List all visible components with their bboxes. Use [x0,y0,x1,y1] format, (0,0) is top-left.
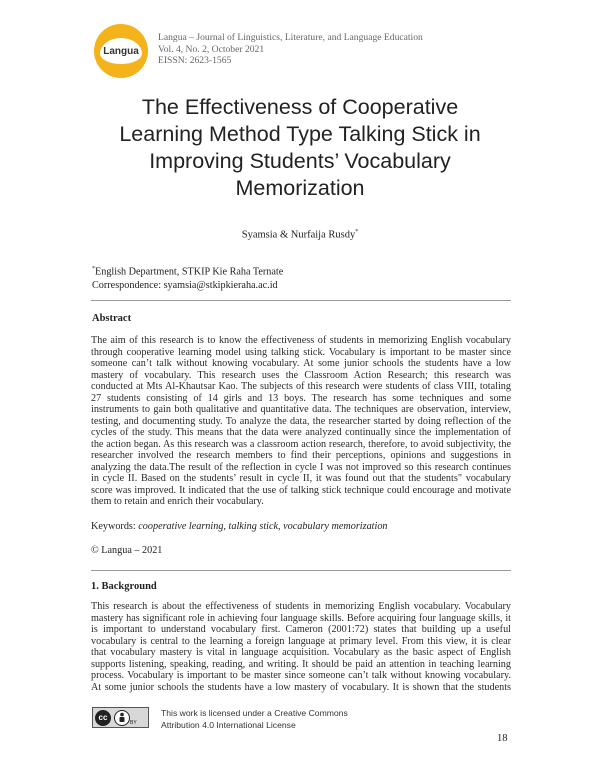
paper-title [80,94,520,202]
section-body [91,601,511,693]
abstract-line: analyzing the data.The result of the reflection in cycle I was not improved so this research continues [91,461,511,473]
journal-logo-text: Langua [100,38,142,64]
section-line: mastery has significant role in achieving four language skills. Before acquiring four language skills, it [91,612,511,624]
section-heading: 1. Background [91,581,157,592]
keywords-label: Keywords: [91,521,136,532]
affiliation [92,263,283,292]
cc-icon: cc [95,710,111,726]
abstract-body [91,335,511,508]
attribution-icon [114,710,130,726]
abstract-line: cycles of the study. This means that the data were analyzed continually since the implementation of [91,427,511,438]
authors [0,229,600,241]
section-line: process. Vocabulary is important to be master since someone can’t talk without knowing vocabulary. [91,670,511,681]
author-mark: * [355,229,359,235]
abstract-line: researcher involved the research members to find their perceptions, opinions and suggestions in [91,450,511,461]
journal-volume: Vol. 4, No. 2, October 2021 [158,43,265,55]
section-line: vocabulary is central to the learning a foreign language at primary level. From this view, it is clear [91,635,511,647]
affiliation-department: English Department, STKIP Kie Raha Ternate [95,266,284,278]
section-line: is important to understand vocabulary first. Cameron (2001:72) states that building up a useful [91,624,511,635]
license-line: This work is licensed under a Creative Commons [161,708,348,718]
title-line: Improving Students’ Vocabulary [149,149,451,173]
abstract-line: conducted at Mts Al-Khautsar Kao. The subjects of this research were students of class VIII, totaling [91,381,511,392]
journal-logo [94,24,148,78]
abstract-heading: Abstract [92,313,132,324]
copyright: © Langua – 2021 [91,545,163,556]
journal-info [158,32,423,67]
section-line: This research is about the effectiveness of students in memorizing English vocabulary. Vocabulary [91,601,511,612]
license-line: Attribution 4.0 International License [161,720,296,730]
abstract-line: 27 students consisting of 14 girls and 13 boys. The research has some techniques and some [91,392,511,404]
keywords [91,521,388,532]
abstract-line: someone can’t talk without knowing vocabulary. At some junior schools the students have a low [91,358,511,369]
abstract-line: through cooperative learning model using talking stick. Vocabulary is important to be master since [91,346,511,358]
license-text [161,707,348,731]
journal-eissn: EISSN: 2623-1565 [158,55,232,67]
section-line: At some junior schools the students have a low mastery of vocabulary. It is shown that the students [91,681,511,693]
title-line: The Effectiveness of Cooperative [141,95,459,119]
title-line: Learning Method Type Talking Stick in [119,122,481,146]
abstract-line: mastery of vocabulary. This research uses the Classroom Action Research; this research was [91,369,511,381]
journal-name: Langua – Journal of Linguistics, Literature, and Language Education [158,32,423,43]
affiliation-mark: * [92,266,95,272]
abstract-line: score was improved. It indicated that the use of talking stick technique could encourage and motivate [91,484,511,496]
title-line: Memorization [235,176,365,200]
divider [91,570,511,571]
author-names: Syamsia & Nurfaija Rusdy [241,229,356,241]
correspondence: Correspondence: syamsia@stkipkieraha.ac.id [92,279,278,291]
abstract-line: in cycle II. Based on the students’ result in cycle II, it was found out that the students" vocabulary [91,473,511,484]
section-line: that vocabulary mastery is vital in language acquisition. Vocabulary as the basic aspect of English [91,647,511,658]
keywords-value: cooperative learning, talking stick, vocabulary memorization [138,521,388,532]
cc-by-label: BY [130,720,137,726]
abstract-line: instruments to gain both qualitative and quantitative data. The techniques are observation, interview, [91,404,511,415]
cc-license-badge[interactable] [92,707,149,728]
abstract-line: The aim of this research is to know the effectiveness of students in memorizing English vocabulary [91,335,511,346]
divider [91,300,511,301]
abstract-line: testing, and documenting study. To analyze the data, the researcher started by doing reflection of the [91,415,511,427]
abstract-line: them to retain and enrich their vocabulary. [91,496,264,507]
page-number: 18 [497,733,508,744]
abstract-line: the action began. As this research was a classroom action research, therefore, to avoid subjectivity, the [91,438,511,450]
section-line: supports listening, speaking, reading, and writing. It should be paid an attention in teaching learning [91,658,511,670]
